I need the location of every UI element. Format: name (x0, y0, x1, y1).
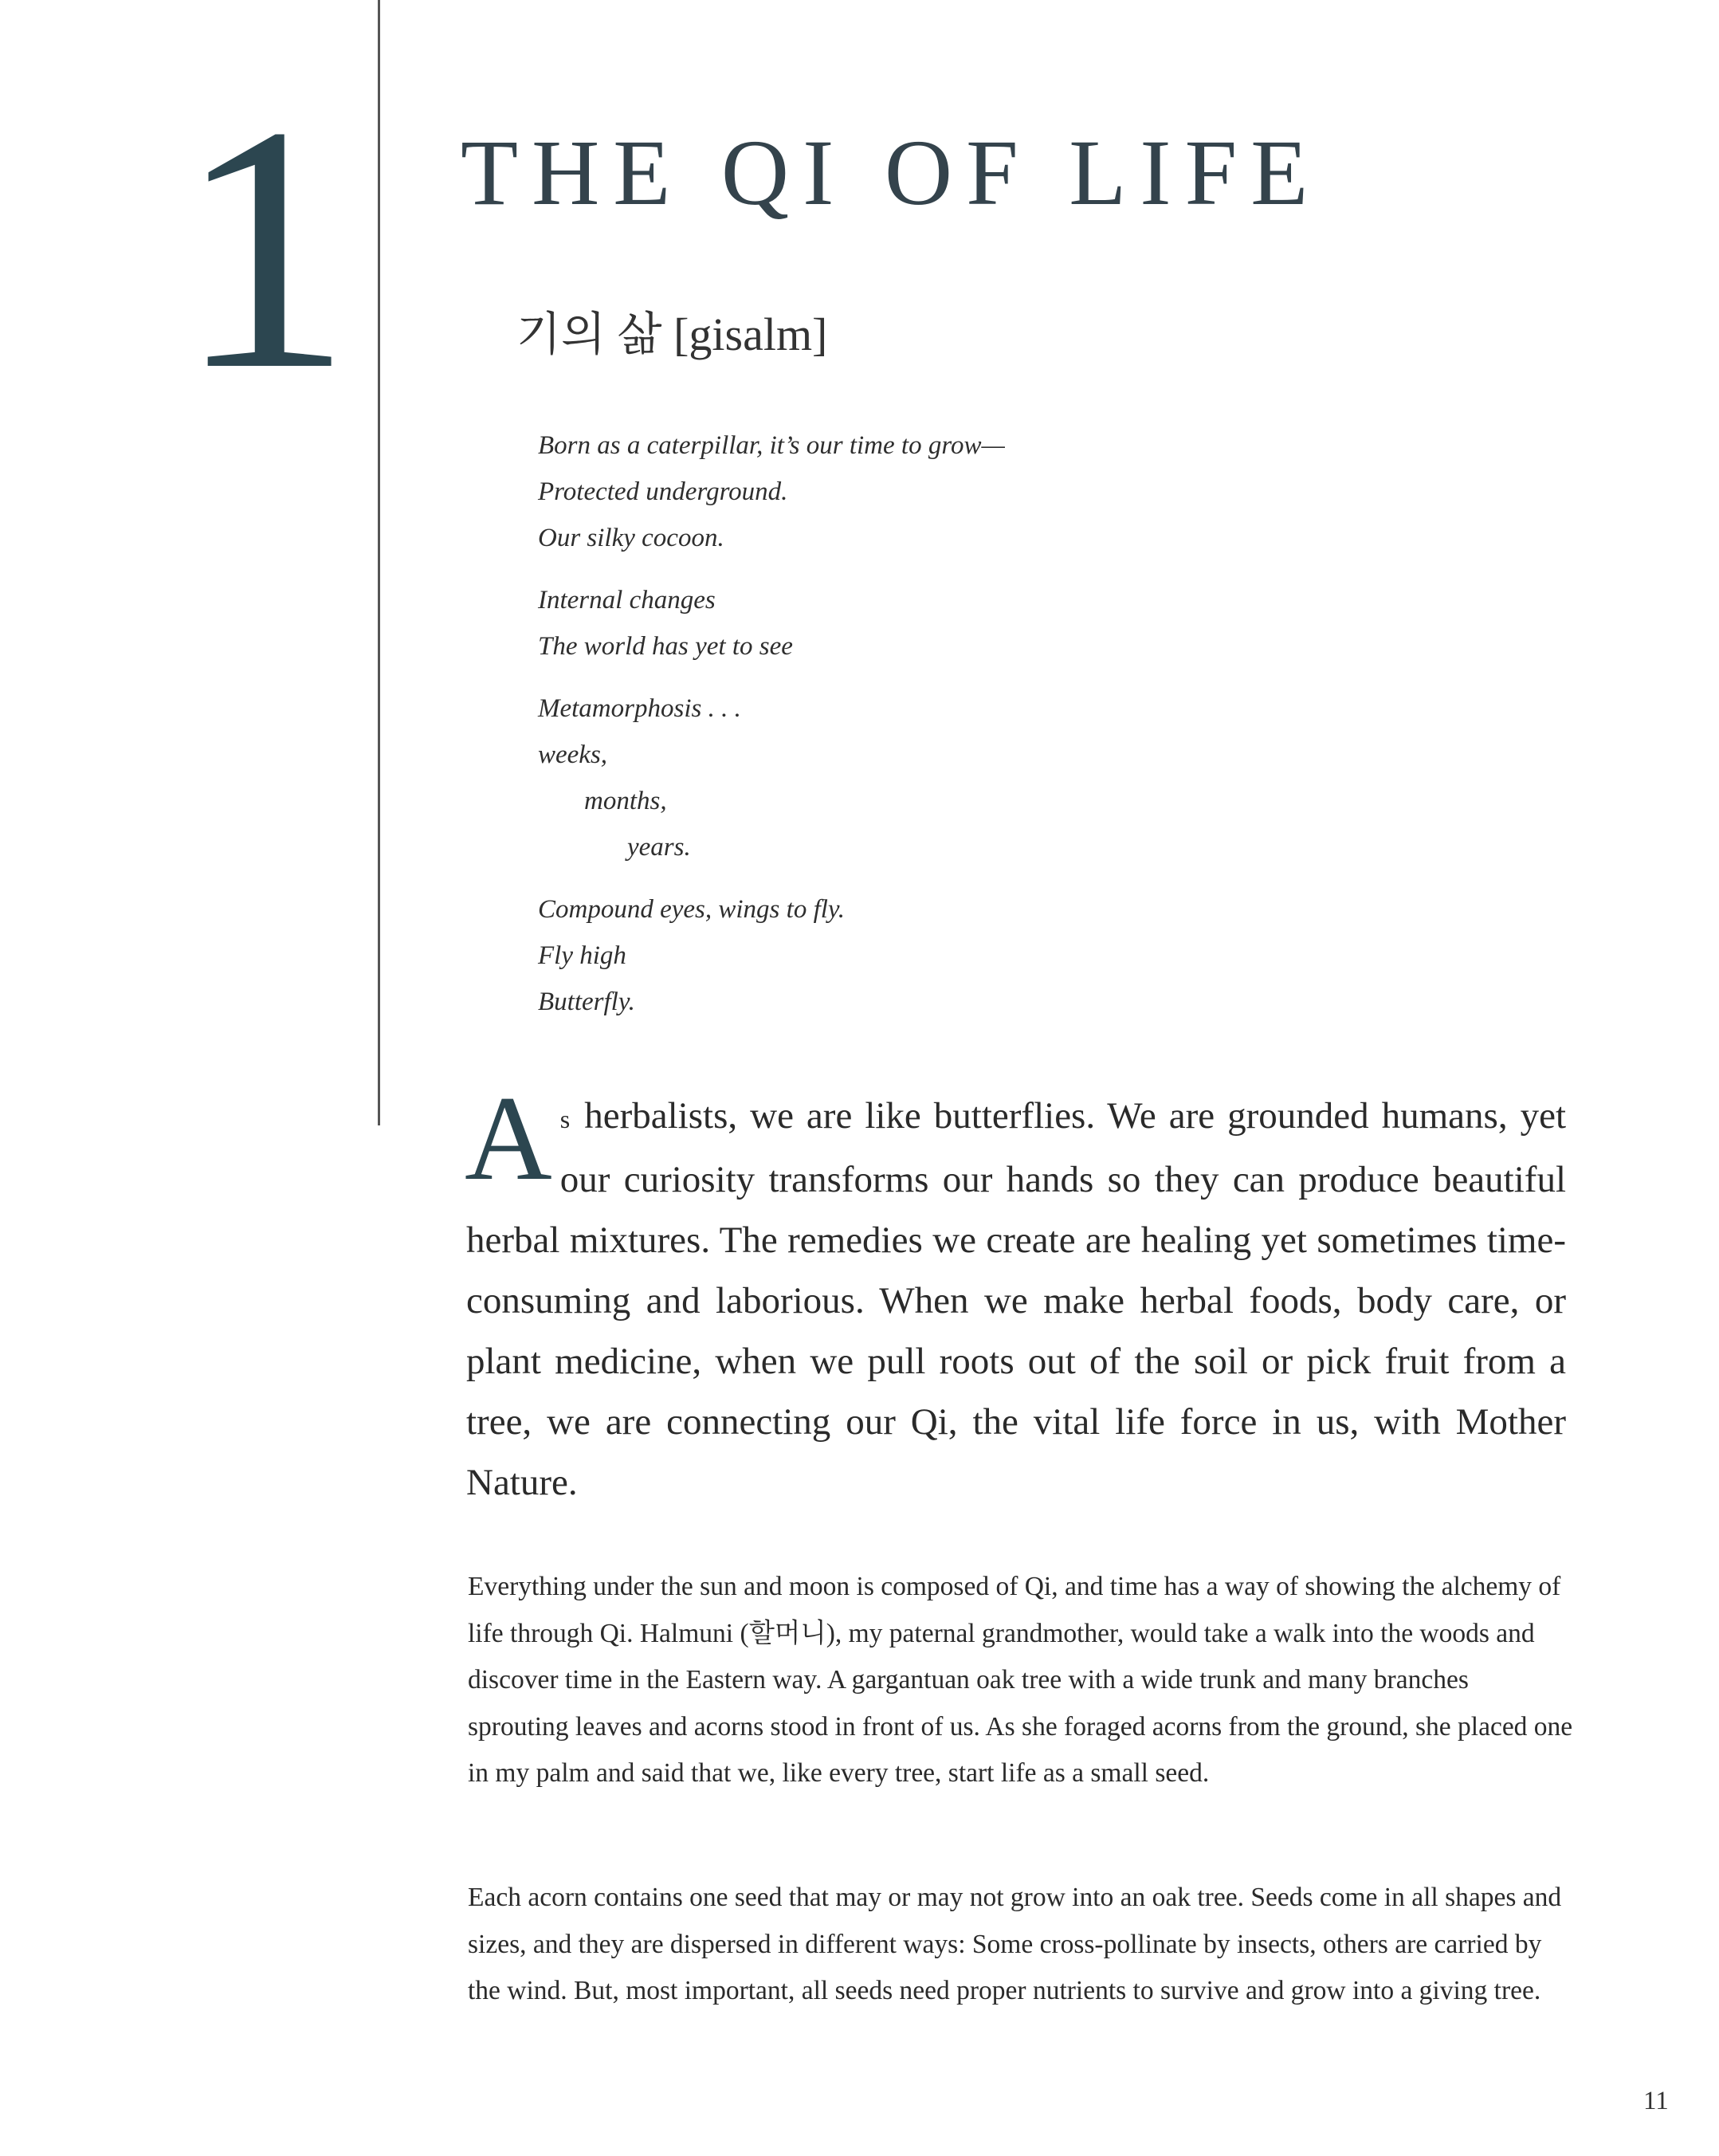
poem-line: weeks, (538, 740, 608, 769)
page-number: 11 (1643, 2087, 1669, 2115)
poem-stanza (538, 685, 1005, 870)
poem-line: years. (627, 833, 691, 862)
poem-line: Born as a caterpillar, it’s our time to grow— (538, 431, 1005, 460)
poem-stanza (538, 422, 1005, 561)
vertical-divider (378, 0, 380, 1125)
epigraph-poem (538, 422, 1005, 1041)
chapter-number: 1 (177, 54, 352, 442)
poem-line: Metamorphosis . . . (538, 694, 741, 723)
poem-line: Our silky cocoon. (538, 524, 724, 552)
lead-paragraph (465, 1071, 1566, 1513)
poem-line: Internal changes (538, 586, 716, 615)
poem-line: Fly high (538, 941, 626, 970)
chapter-subtitle: 기의 삶 [gisalm] (516, 308, 828, 360)
poem-line: Butterfly. (538, 988, 635, 1016)
poem-line: Protected underground. (538, 477, 788, 506)
poem-stanza (538, 577, 1005, 670)
drop-cap: A (465, 1071, 552, 1205)
poem-line: months, (584, 787, 667, 815)
lead-text: herbalists, we are like butterflies. We are grounded humans, yet our curiosity transforms our hands so they can produce beautiful herbal mixtures. The remedies we create are healing yet sometimes time-consuming and laborious. When we make herbal foods, body care, or plant medicine, when we pull roots out of the soil or pick fruit from a tree, we are connecting our Qi, the vital life force in us, with Mother Nature. (466, 1095, 1566, 1503)
body-paragraph: Each acorn contains one seed that may or may not grow into an oak tree. Seeds come in all shapes and sizes, and they are dispersed in different ways: Some cross-pollinate by insects, others are carried by the wind. But, most important, all seeds need proper nutrients to survive and grow into a giving tree. (468, 1883, 1562, 2005)
chapter-title: THE QI OF LIFE (461, 120, 1322, 225)
body-paragraph: Everything under the sun and moon is composed of Qi, and time has a way of showing the alchemy of life through Qi. Halmuni (할머니), my paternal grandmother, would take a walk into the woods and discover time in the Eastern way. A gargantuan oak tree with a wide trunk and many branches sprouting leaves and acorns stood in front of us. As she foraged acorns from the ground, she placed one in my palm and said that we, like every tree, start life as a small seed. (468, 1572, 1573, 1788)
poem-line: Compound eyes, wings to fly. (538, 895, 845, 924)
small-caps-letter: s (559, 1105, 572, 1133)
poem-line: The world has yet to see (538, 632, 793, 661)
poem-stanza (538, 886, 1005, 1025)
